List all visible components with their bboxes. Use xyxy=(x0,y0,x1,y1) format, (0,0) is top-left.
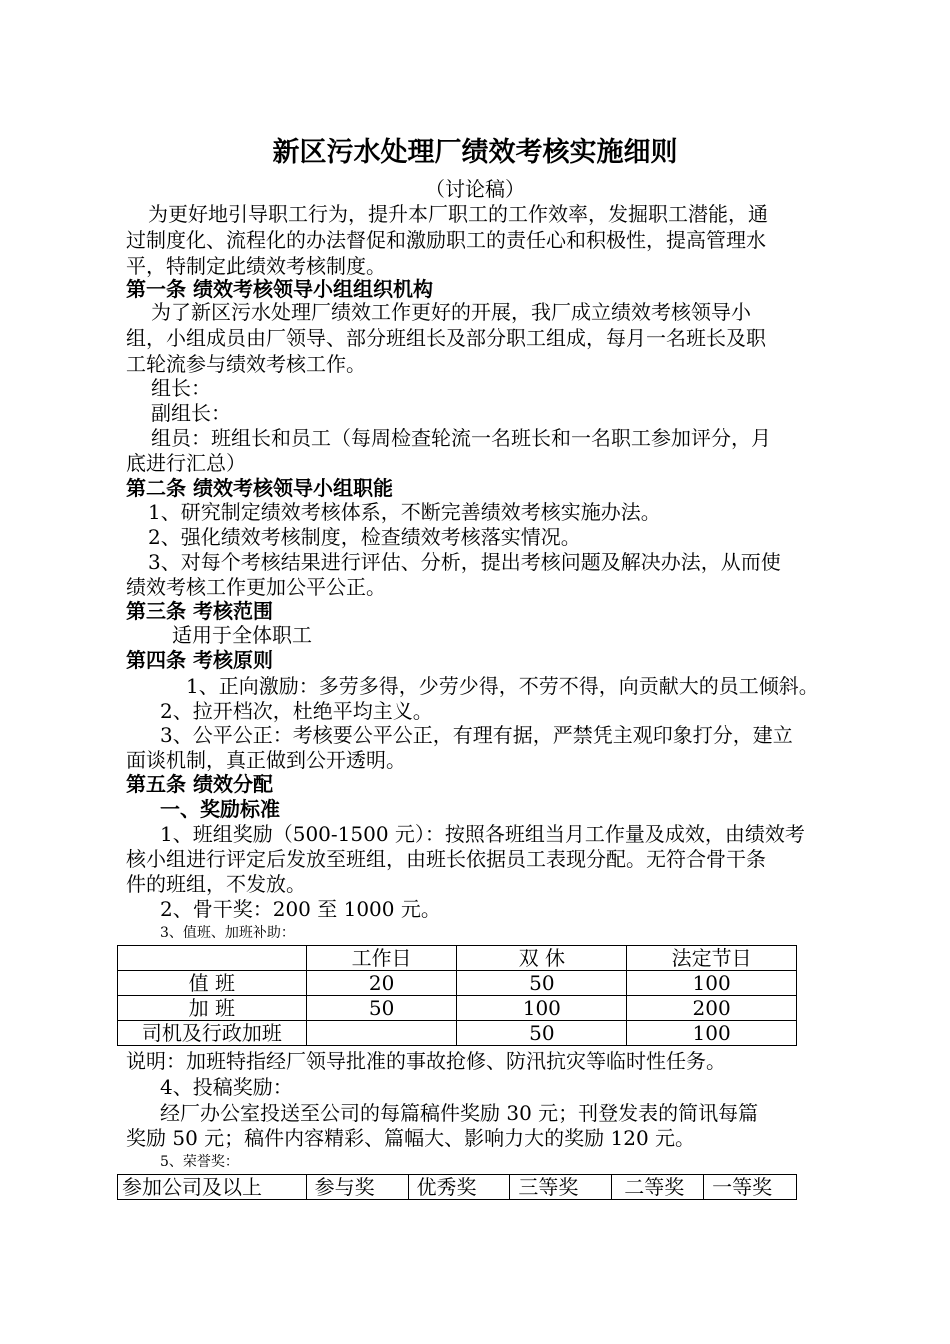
table-header-row xyxy=(118,946,797,971)
article-1-heading: 第一条 绩效考核领导小组组织机构 xyxy=(126,277,433,301)
table-cell: 司机及行政加班 xyxy=(118,1021,307,1046)
deputy-leader: 副组长： xyxy=(151,401,231,425)
article-2-heading: 第二条 绩效考核领导小组职能 xyxy=(126,476,393,500)
table-header-cell: 优秀奖 xyxy=(408,1175,510,1200)
submission-reward-label: 4、投稿奖励： xyxy=(160,1075,293,1099)
table-header-cell xyxy=(118,946,307,971)
table-header-cell: 二等奖 xyxy=(612,1175,704,1200)
table-header-cell: 工作日 xyxy=(306,946,457,971)
table-row xyxy=(118,996,797,1021)
table-header-row xyxy=(118,1175,797,1200)
table-cell: 100 xyxy=(627,1021,797,1046)
table-cell: 加 班 xyxy=(118,996,307,1021)
article-1-line: 为了新区污水处理厂绩效工作更好的开展，我厂成立绩效考核领导小 xyxy=(151,300,751,324)
article-2-item: 3、对每个考核结果进行评估、分析，提出考核问题及解决办法，从而使 xyxy=(148,550,781,574)
table-cell: 20 xyxy=(306,971,457,996)
article-2-item: 2、强化绩效考核制度，检查绩效考核落实情况。 xyxy=(148,525,581,549)
duty-subsidy-table xyxy=(117,945,797,1046)
team-reward-line: 1、班组奖励（500-1500 元）：按照各班组当月工作量及成效，由绩效考 xyxy=(160,822,805,846)
table-row xyxy=(118,1021,797,1046)
article-1-line: 组，小组成员由厂领导、部分班组长及部分职工组成，每月一名班长及职 xyxy=(126,326,766,350)
intro-line: 为更好地引导职工行为，提升本厂职工的工作效率，发掘职工潜能，通 xyxy=(148,202,768,226)
table-cell xyxy=(306,1021,457,1046)
submission-reward-line: 经厂办公室投送至公司的每篇稿件奖励 30 元；刊登发表的简讯每篇 xyxy=(160,1101,759,1125)
intro-line: 平，特制定此绩效考核制度。 xyxy=(126,254,386,278)
table-cell: 50 xyxy=(306,996,457,1021)
team-reward-line: 核小组进行评定后发放至班组，由班长依据员工表现分配。无符合骨干条 xyxy=(126,847,766,871)
intro-line: 过制度化、流程化的办法督促和激励职工的责任心和积极性，提高管理水 xyxy=(126,228,766,252)
group-leader: 组长： xyxy=(151,376,211,400)
table-header-cell: 参与奖 xyxy=(306,1175,408,1200)
article-3-heading: 第三条 考核范围 xyxy=(126,599,273,623)
table-cell: 100 xyxy=(457,996,627,1021)
article-4-item: 2、拉开档次，杜绝平均主义。 xyxy=(160,699,433,723)
honor-reward-table xyxy=(117,1174,797,1200)
honor-reward-label: 5、荣誉奖： xyxy=(160,1154,239,1170)
article-2-item: 1、研究制定绩效考核体系，不断完善绩效考核实施办法。 xyxy=(148,500,661,524)
document-title: 新区污水处理厂绩效考核实施细则 xyxy=(272,137,678,168)
duty-subsidy-label: 3、值班、加班补助： xyxy=(160,925,295,941)
article-5-heading: 第五条 绩效分配 xyxy=(126,772,273,796)
article-3-text: 适用于全体职工 xyxy=(172,623,312,647)
article-4-item: 3、公平公正：考核要公平公正，有理有据，严禁凭主观印象打分，建立 xyxy=(160,723,793,747)
table-header-cell: 三等奖 xyxy=(510,1175,612,1200)
article-4-item-cont: 面谈机制，真正做到公开透明。 xyxy=(126,748,406,772)
article-4-heading: 第四条 考核原则 xyxy=(126,648,273,672)
document-subtitle: （讨论稿） xyxy=(425,177,525,201)
backbone-reward: 2、骨干奖：200 至 1000 元。 xyxy=(160,897,441,921)
overtime-note: 说明：加班特指经厂领导批准的事故抢修、防汛抗灾等临时性任务。 xyxy=(126,1049,726,1073)
table-cell: 200 xyxy=(627,996,797,1021)
table-header-cell: 一等奖 xyxy=(704,1175,797,1200)
table-header-cell: 双 休 xyxy=(457,946,627,971)
article-2-item-cont: 绩效考核工作更加公平公正。 xyxy=(126,575,386,599)
reward-standard-heading: 一、奖励标准 xyxy=(160,797,280,821)
group-members-cont: 底进行汇总） xyxy=(126,451,246,475)
table-header-cell: 参加公司及以上 xyxy=(118,1175,307,1200)
article-4-item: 1、正向激励：多劳多得，少劳少得，不劳不得，向贡献大的员工倾斜。 xyxy=(186,674,819,698)
table-cell: 值 班 xyxy=(118,971,307,996)
table-row xyxy=(118,971,797,996)
table-cell: 100 xyxy=(627,971,797,996)
group-members: 组员：班组长和员工（每周检查轮流一名班长和一名职工参加评分，月 xyxy=(151,426,771,450)
table-header-cell: 法定节日 xyxy=(627,946,797,971)
table-cell: 50 xyxy=(457,1021,627,1046)
submission-reward-line: 奖励 50 元；稿件内容精彩、篇幅大、影响力大的奖励 120 元。 xyxy=(126,1126,696,1150)
table-cell: 50 xyxy=(457,971,627,996)
team-reward-line: 件的班组，不发放。 xyxy=(126,872,306,896)
article-1-line: 工轮流参与绩效考核工作。 xyxy=(126,352,366,376)
